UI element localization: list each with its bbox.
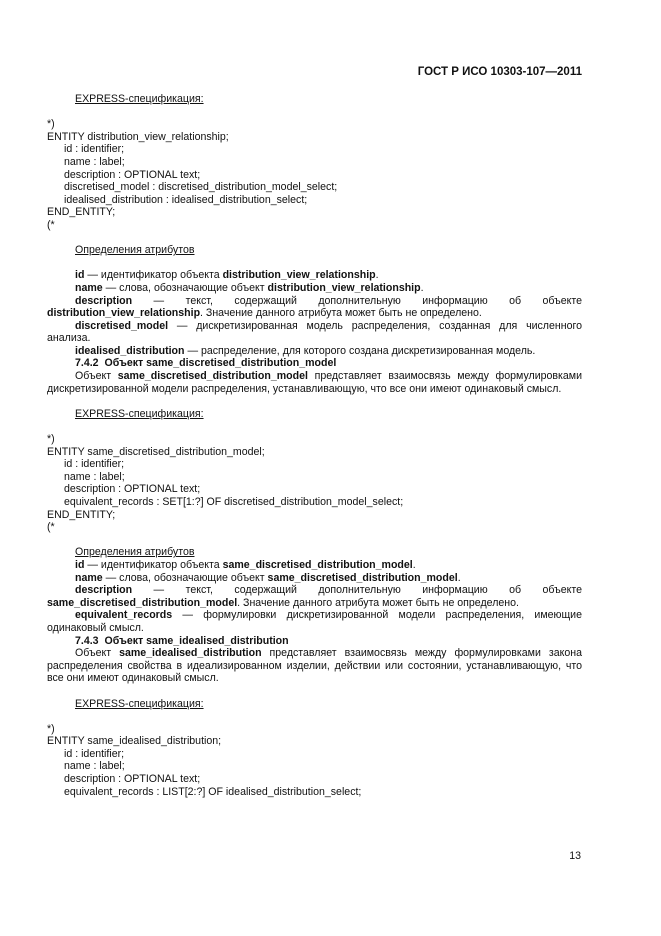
code-entity: ENTITY same_discretised_distribution_model;	[47, 445, 265, 458]
section-paragraph-743: Объект same_idealised_distribution представляет взаимосвязь между формулировками закона распределения свойства в идеализированном изделии, действии или состоянии, устанавливающую, что все они имеют одинаковый смысл.	[47, 647, 582, 685]
code-attr: name : label;	[64, 155, 125, 168]
code-attr: description : OPTIONAL text;	[64, 483, 201, 496]
code-entity: ENTITY same_idealised_distribution;	[47, 735, 222, 748]
code-open: *)	[47, 722, 55, 735]
section-paragraph-742: Объект same_discretised_distribution_model представляет взаимосвязь между формулировками дискретизированной модели распределения, устанавливающую, что все они имеют одинаковый смысл.	[47, 370, 582, 395]
express-spec-label: EXPRESS-спецификация:	[75, 407, 204, 420]
def-id: id — идентификатор объекта distribution_view_relationship.	[75, 269, 379, 282]
code-attr: idealised_distribution : idealised_distribution_select;	[64, 193, 308, 206]
def-name: name — слова, обозначающие объект same_discretised_distribution_model.	[75, 571, 461, 584]
express-spec-label: EXPRESS-спецификация:	[75, 697, 204, 710]
code-end: END_ENTITY;	[47, 206, 116, 219]
code-attr: name : label;	[64, 760, 125, 773]
express-spec-label: EXPRESS-спецификация:	[75, 93, 204, 105]
def-id: id — идентификатор объекта same_discretised_distribution_model.	[75, 558, 416, 571]
code-close: (*	[47, 218, 55, 231]
section-heading-742: 7.4.2 Объект same_discretised_distribution_model	[75, 357, 337, 370]
attr-defs-title: Определения атрибутов	[75, 244, 195, 257]
code-attr: id : identifier;	[64, 143, 125, 156]
document-header: ГОСТ Р ИСО 10303-107—2011	[417, 66, 582, 78]
def-discretised-model: discretised_model — дискретизированная модель распределения, созданная для численного анализа.	[47, 319, 582, 345]
code-attr: id : identifier;	[64, 458, 125, 471]
def-idealised-distribution: idealised_distribution — распределение, для которого создана дискретизированная модель.	[75, 344, 536, 357]
code-open: *)	[47, 433, 55, 446]
code-attr: equivalent_records : LIST[2:?] OF idealised_distribution_select;	[64, 785, 362, 798]
def-name: name — слова, обозначающие объект distribution_view_relationship.	[75, 281, 424, 294]
page-number: 13	[569, 850, 581, 862]
def-description: description — текст, содержащий дополнительную информацию об объекте distribution_view_relationship. Значение данного атрибута может быть не определено.	[47, 294, 582, 320]
code-close: (*	[47, 521, 55, 534]
code-open: *)	[47, 118, 55, 131]
code-attr: id : identifier;	[64, 747, 125, 760]
code-end: END_ENTITY;	[47, 508, 116, 521]
code-attr: name : label;	[64, 470, 125, 483]
code-attr: description : OPTIONAL text;	[64, 773, 201, 786]
def-equivalent-records: equivalent_records — формулировки дискретизированной модели распределения, имеющие одинаковый смысл.	[47, 609, 582, 634]
code-attr: discretised_model : discretised_distribution_model_select;	[64, 181, 338, 194]
code-attr: description : OPTIONAL text;	[64, 168, 201, 181]
document-body	[47, 93, 582, 798]
section-heading-743: 7.4.3 Объект same_idealised_distribution	[75, 634, 289, 647]
code-attr: equivalent_records : SET[1:?] OF discretised_distribution_model_select;	[64, 496, 404, 508]
attr-defs-title: Определения атрибутов	[75, 546, 195, 559]
code-entity: ENTITY distribution_view_relationship;	[47, 130, 229, 143]
def-description: description — текст, содержащий дополнительную информацию об объекте same_discretised_distribution_model. Значение данного атрибута может быть не определено.	[47, 584, 582, 609]
